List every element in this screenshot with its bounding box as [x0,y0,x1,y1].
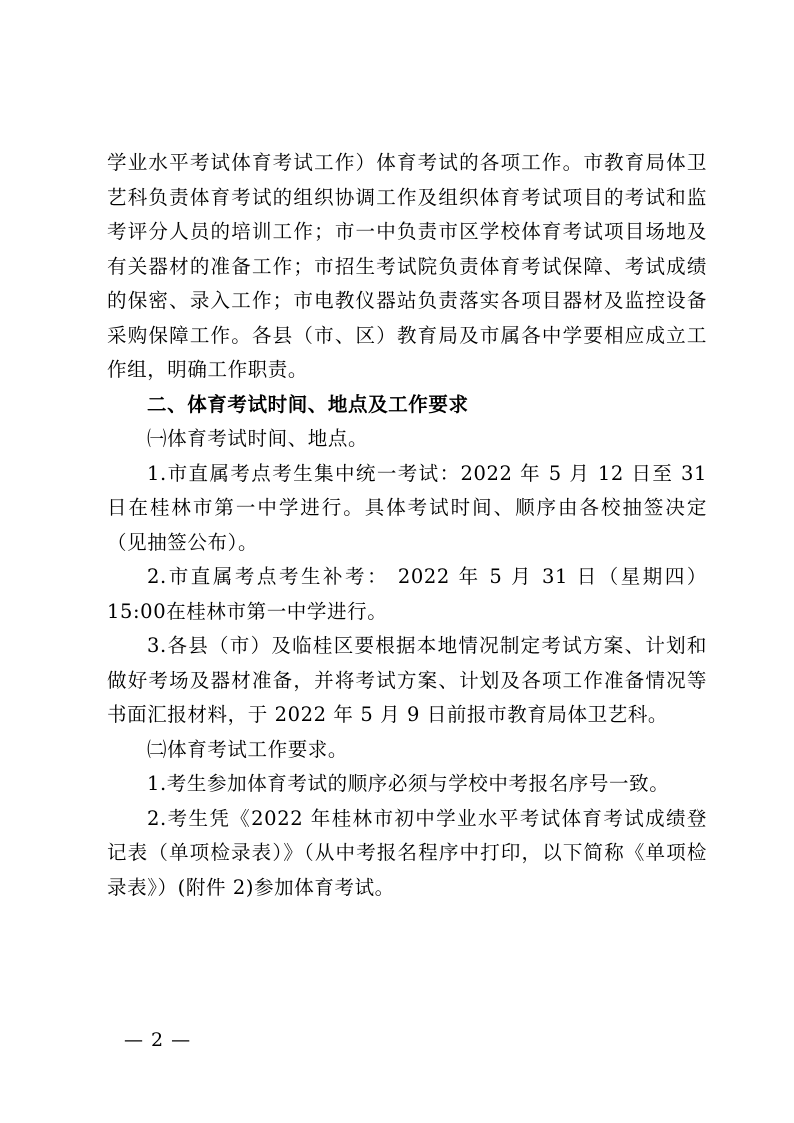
page-number: — 2 — [124,1029,192,1051]
paragraph-requirement-2-registration-form: 2.考生凭《2022 年桂林市初中学业水平考试体育考试成绩登记表（单项检录表）》（从中考报名程序中打印，以下简称《单项检录表》）(附件 2)参加体育考试。 [107,806,707,899]
paragraph-work-responsibilities: 学业水平考试体育考试工作）体育考试的各项工作。市教育局体卫艺科负责体育考试的组织协调工作及组织体育考试项目的考试和监考评分人员的培训工作；市一中负责市区学校体育考试项目场地及有关器材的准备工作；市招生考试院负责体育考试保障、考试成绩的保密、录入工作；市电教仪器站负责落实各项目器材及监控设备采购保障工作。各县（市、区）教育局及市属各中学要相应成立工作组，明确工作职责。 [107,151,707,381]
subsection-heading-work-requirements: ㈡体育考试工作要求。 [147,737,349,761]
paragraph-requirement-1-order: 1.考生参加体育考试的顺序必须与学校中考报名序号一致。 [147,772,670,795]
subsection-heading-time-location: ㈠体育考试时间、地点。 [147,427,369,450]
paragraph-item-1-unified-exam: 1.市直属考点考生集中统一考试：2022 年 5 月 12 日至 31 日在桂林市第一中学进行。具体考试时间、顺序由各校抽签决定（见抽签公布）。 [107,461,707,554]
section-heading-time-location-requirements: 二、体育考试时间、地点及工作要求 [147,392,469,416]
paragraph-item-3-county-plans: 3.各县（市）及临桂区要根据本地情况制定考试方案、计划和做好考场及器材准备，并将考试方案、计划及各项工作准备情况等书面汇报材料，于 2022 年 5 月 9 日前报市教育局体卫艺科。 [107,634,707,726]
document-body [107,146,707,905]
paragraph-item-2-makeup-exam: 2.市直属考点考生补考： 2022 年 5 月 31 日（星期四）15:00在桂林市第一中学进行。 [107,565,707,623]
